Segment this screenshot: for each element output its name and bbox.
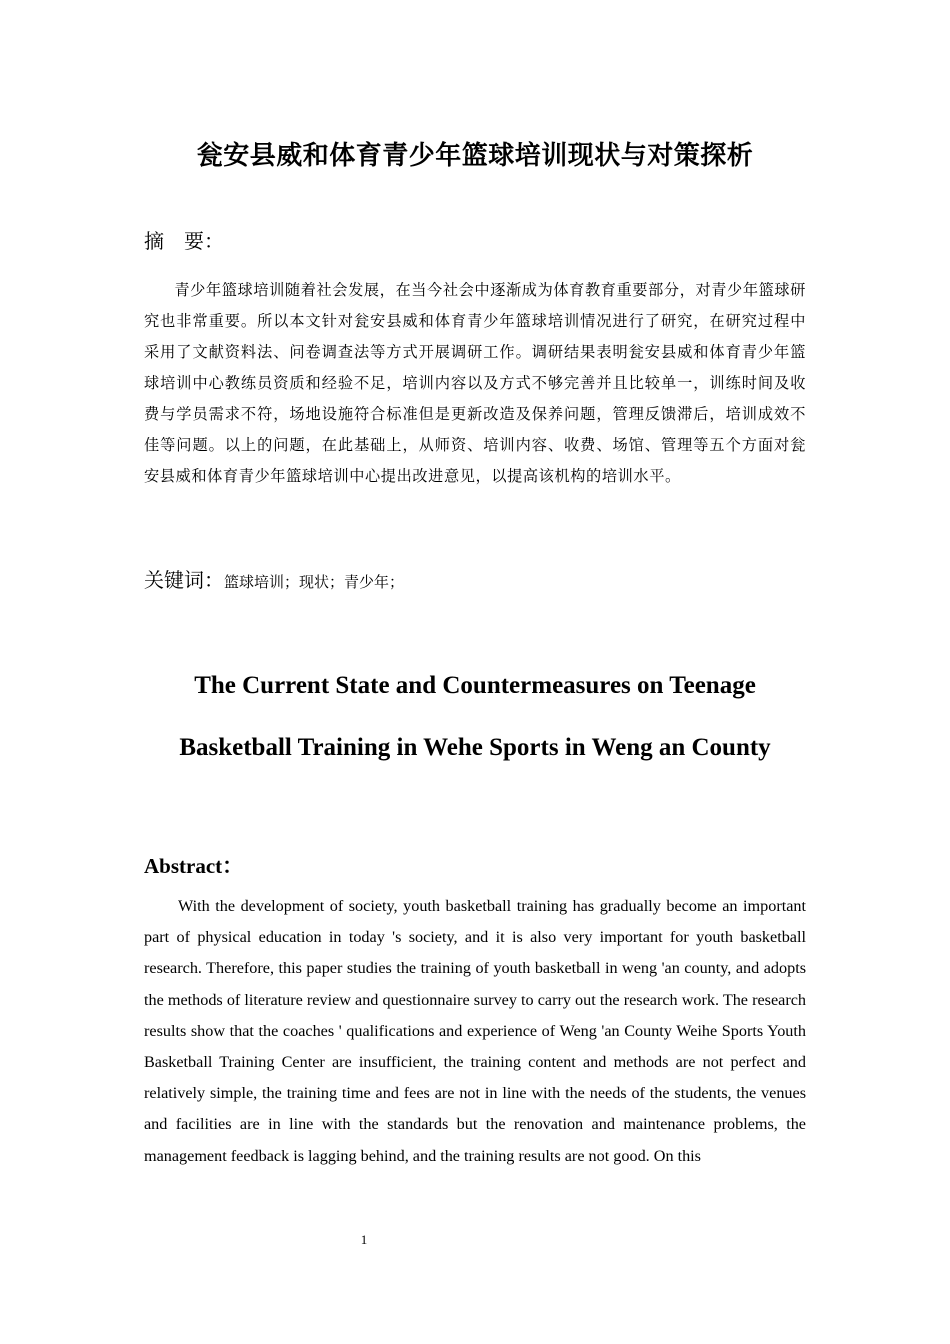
chinese-keywords	[144, 565, 404, 595]
english-abstract-text: With the development of society, youth basketball training has gradually become an important part of physical education in today 's society, and it is also very important for youth basketball research. Therefore, this paper studies the training of youth basketball in weng 'an county, and adopts the methods of literature review and questionnaire survey to carry out the research work. The research results show that the coaches ' qualifications and experience of Weng 'an County Weihe Sports Youth Basketball Training Center are insufficient, the training content and methods are not perfect and relatively simple, the training time and fees are not in line with the needs of the students, the venues and facilities are in line with the standards but the renovation and maintenance problems, the management feedback is lagging behind, and the training results are not good. On this	[144, 897, 806, 1165]
chinese-keywords-value: 篮球培训；现状；青少年；	[224, 573, 405, 591]
chinese-keywords-label: 关键词：	[144, 568, 224, 592]
english-title	[0, 664, 950, 788]
page-number: 1	[360, 1232, 368, 1247]
english-title-line-2: Basketball Training in Wehe Sports in Weng an County	[179, 734, 771, 761]
chinese-title: 瓮安县威和体育青少年篮球培训现状与对策探析	[196, 141, 754, 171]
chinese-abstract-text: 青少年篮球培训随着社会发展，在当今社会中逐渐成为体育教育重要部分，对青少年篮球研究也非常重要。所以本文针对瓮安县威和体育青少年篮球培训情况进行了研究，在研究过程中采用了文献资料法、问卷调查法等方式开展调研工作。调研结果表明瓮安县威和体育青少年篮球培训中心教练员资质和经验不足，培训内容以及方式不够完善并且比较单一，训练时间及收费与学员需求不符，场地设施符合标准但是更新改造及保养问题，管理反馈滞后，培训成效不佳等问题。以上的问题，在此基础上，从师资、培训内容、收费、场馆、管理等五个方面对瓮安县威和体育青少年篮球培训中心提出改进意见，以提高该机构的培训水平。	[144, 281, 806, 485]
chinese-abstract-heading: 摘 要：	[144, 229, 224, 253]
english-abstract-heading: Abstract：	[144, 854, 244, 878]
english-title-line-1: The Current State and Countermeasures on Teenage	[194, 672, 756, 699]
